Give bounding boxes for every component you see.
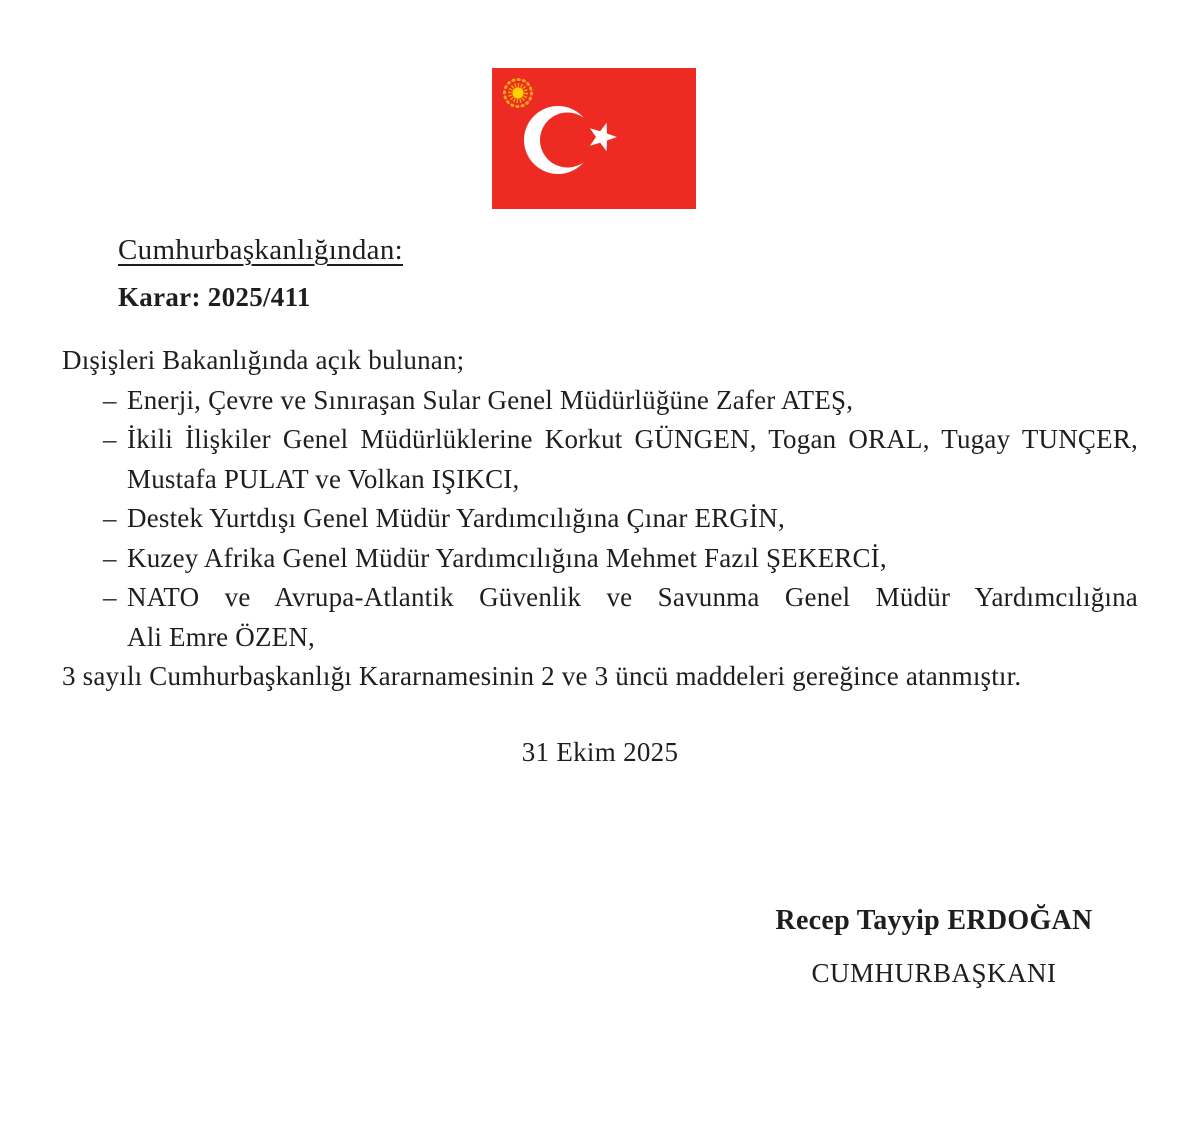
appointment-line: Destek Yurtdışı Genel Müdür Yardımcılığına Çınar ERGİN,: [127, 503, 785, 533]
document-date: 31 Ekim 2025: [521, 737, 679, 767]
appointment-item: [62, 420, 1138, 499]
appointment-line: Enerji, Çevre ve Sınıraşan Sular Genel Müdürlüğüne Zafer ATEŞ,: [127, 384, 854, 415]
page-title: Cumhurbaşkanlığından:: [118, 234, 403, 266]
list-dash-marker: –: [103, 424, 117, 454]
appointment-item: [62, 578, 1138, 657]
appointment-line-continued: Mustafa PULAT ve Volkan IŞIKCI,: [127, 463, 520, 494]
appointment-line-continued: Ali Emre ÖZEN,: [127, 621, 316, 652]
intro-line: Dışişleri Bakanlığında açık bulunan;: [62, 345, 465, 375]
list-dash-marker: –: [103, 542, 117, 573]
appointment-item: [62, 539, 1138, 579]
signatory-title: CUMHURBAŞKANI: [811, 958, 1057, 988]
list-dash-marker: –: [103, 503, 117, 533]
presidential-seal-icon: [505, 80, 532, 107]
appointment-line: NATO ve Avrupa-Atlantik Güvenlik ve Savunma Genel Müdür Yardımcılığına: [127, 582, 1138, 612]
list-dash-marker: –: [103, 384, 117, 415]
appointment-item: [62, 499, 1138, 539]
appointment-line: İkili İlişkiler Genel Müdürlüklerine Korkut GÜNGEN, Togan ORAL, Tugay TUNÇER,: [127, 424, 1138, 454]
signature-block: [745, 905, 1123, 989]
decision-number: Karar: 2025/411: [118, 282, 311, 312]
turkish-presidential-flag-icon: [492, 68, 696, 209]
list-dash-marker: –: [103, 582, 117, 612]
closing-line: 3 sayılı Cumhurbaşkanlığı Kararnamesinin 2 ve 3 üncü maddeleri gereğince atanmıştır.: [62, 661, 1022, 691]
decree-body: [62, 341, 1138, 697]
signatory-name: Recep Tayyip ERDOĞAN: [775, 905, 1093, 936]
appointment-line: Kuzey Afrika Genel Müdür Yardımcılığına Mehmet Fazıl ŞEKERCİ,: [127, 542, 887, 573]
appointment-item: [62, 381, 1138, 421]
